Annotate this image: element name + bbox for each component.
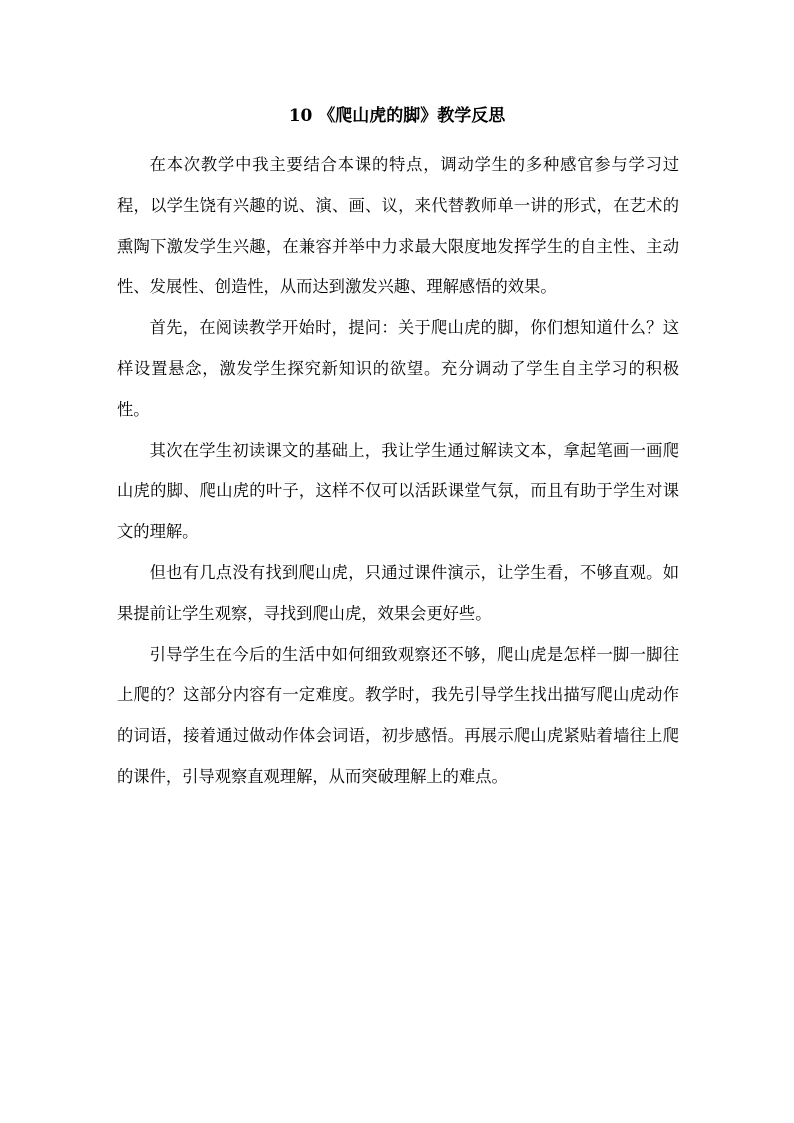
paragraph-5: 引导学生在今后的生活中如何细致观察还不够，爬山虎是怎样一脚一脚往上爬的？这部分内容有一定难度。教学时，我先引导学生找出描写爬山虎动作的词语，接着通过做动作体会词语，初步感悟。再展示爬山虎紧贴着墙往上爬的课件，引导观察直观理解，从而突破理解上的难点。 — [117, 644, 679, 786]
document-body — [117, 145, 679, 798]
paragraph-1: 在本次教学中我主要结合本课的特点，调动学生的多种感官参与学习过程，以学生饶有兴趣的说、演、画、议，来代替教师单一讲的形式，在艺术的熏陶下激发学生兴趣，在兼容并举中力求最大限度地发挥学生的自主性、主动性、发展性、创造性，从而达到激发兴趣、理解感悟的效果。 — [117, 155, 679, 297]
document-title: 10 《爬山虎的脚》教学反思 — [288, 106, 506, 126]
paragraph-3: 其次在学生初读课文的基础上，我让学生通过解读文本，拿起笔画一画爬山虎的脚、爬山虎的叶子，这样不仅可以活跃课堂气氛，而且有助于学生对课文的理解。 — [117, 440, 679, 542]
paragraph-4: 但也有几点没有找到爬山虎，只通过课件演示，让学生看，不够直观。如果提前让学生观察，寻找到爬山虎，效果会更好些。 — [117, 562, 679, 623]
paragraph-2: 首先，在阅读教学开始时，提问：关于爬山虎的脚，你们想知道什么？这样设置悬念，激发学生探究新知识的欲望。充分调动了学生自主学习的积极性。 — [117, 318, 679, 419]
